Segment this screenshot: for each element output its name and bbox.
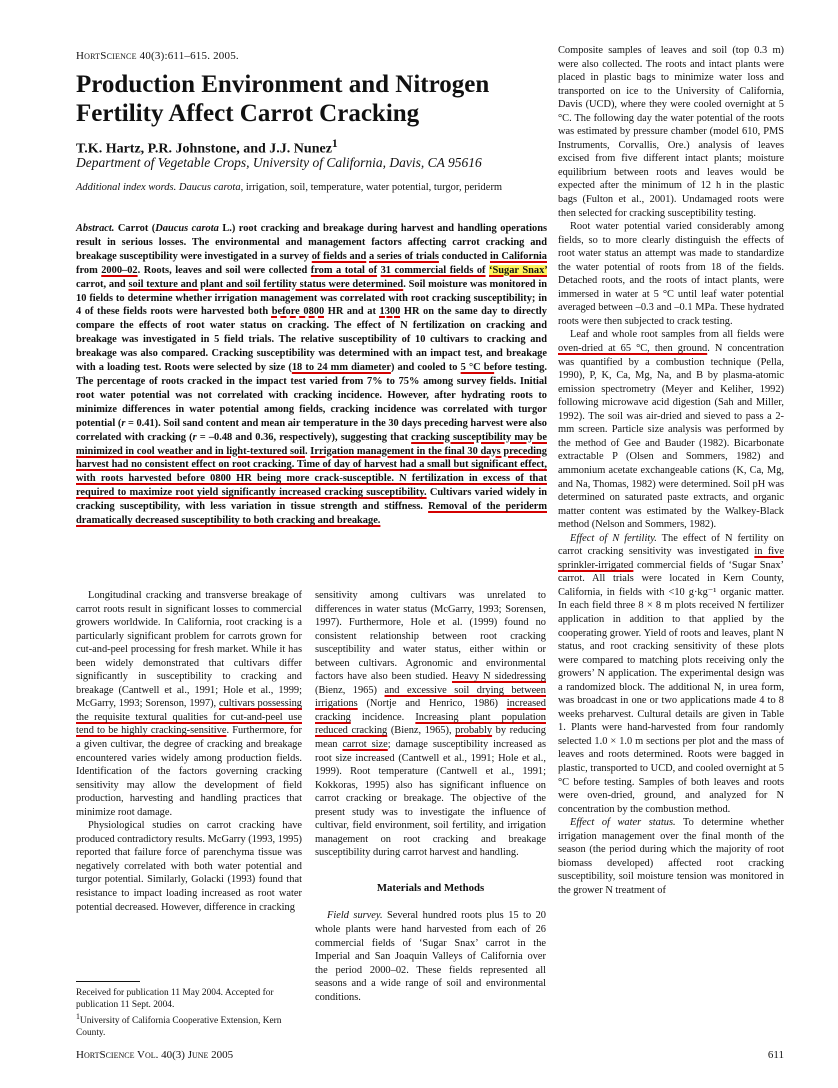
abstract-label: Abstract.	[76, 223, 115, 234]
annotation-underline: 31 commercial fields of	[380, 264, 486, 276]
body-text: Several hundred roots plus 15 to 20 whole plants were hand harvested from each of 26 commercial fields of ‘Sugar Snax’ carrot in the Imperial and San Joaquin Valleys of California over the period 2000–02. These fields represented all seasons and a wide range of soil and environmental conditions.	[315, 910, 546, 1003]
body-paragraph: Physiological studies on carrot cracking have produced contradictory results. McGarry (1993, 1995) reported that failure force of parenchyma tissue was negatively correlated with both water potential and turgor potential. Similarly, Golacki (1993) found that resistance to impact loading increased as root water potential decreased. However, difference in cracking	[76, 820, 302, 913]
index-word-latin: Daucus carota	[178, 182, 241, 193]
journal-citation	[76, 50, 239, 62]
footer-volume: Vol. 40(3) June 2005	[134, 1049, 234, 1061]
annotation-underline: 5 °C be	[460, 362, 495, 374]
annotation-dashed-underline: 1300	[379, 306, 401, 318]
body-text: Leaf and whole root samples from all fields were	[570, 329, 784, 341]
annotation-underline: Removal of the periderm dramatically decreased susceptibility to both cracking and breakage.	[76, 501, 547, 527]
annotation-underline: 2000–02	[101, 264, 138, 276]
annotation-dashed-underline: before 0800	[271, 306, 325, 318]
footnote-text: University of California Cooperative Extension, Kern County.	[76, 1016, 282, 1039]
footnote-rule	[76, 981, 140, 982]
body-text: incidence.	[350, 711, 416, 723]
affiliation: Department of Vegetable Crops, University of California, Davis, CA 95616	[76, 155, 482, 170]
abstract-latin: Daucus carota	[155, 223, 219, 234]
body-paragraph	[315, 909, 546, 1004]
abstract-text: HR and at	[324, 306, 380, 318]
annotation-underline: in five sprinkler-irrigated	[558, 546, 784, 571]
subsection-lead: Effect of N fertility.	[570, 532, 657, 544]
index-words-rest: , irrigation, soil, temperature, water potential, turgor, periderm	[240, 182, 503, 193]
annotation-underline: a series of trials	[369, 250, 439, 262]
body-text: (Bienz, 1965),	[387, 725, 456, 737]
footnote-affiliation	[76, 1011, 302, 1039]
body-text: ; damage susceptibility increased as root size increased (Cantwell et al., 1991; Hole et al., 1999). Root temperature (Cantwell et al., 1991; Kokkoras, 1995) also has significant influence on carrot cracking or breakage. The objective of the present study was to investigate the influence of cultivar, field environment, soil fertility, and irrigation management on root cracking and breakage susceptibility during carrot harvest and handling.	[315, 739, 546, 859]
annotation-underline: Increasing plant population reduced cracking	[315, 711, 546, 737]
body-paragraph	[76, 589, 302, 819]
abstract-text: .	[305, 445, 311, 457]
body-text: . Furthermore, for a given cultivar, the degree of cracking and breakage encountered varies widely among production fields. Identification of the factors governing cracking sensitivity may allow the development of field production, harvesting and handling practices that minimize root damage.	[76, 725, 302, 818]
section-heading: Materials and Methods	[376, 881, 485, 894]
footnote-mark: 1	[76, 1012, 80, 1021]
footnotes	[76, 987, 302, 1039]
author-names: T.K. Hartz, P.R. Johnstone, and J.J. Nunez	[76, 141, 332, 157]
body-text: by reducing mean	[315, 725, 546, 751]
abstract-text: from	[76, 264, 102, 276]
body-column-2	[315, 589, 546, 1004]
body-text: (Nortje and Henrico, 1986)	[357, 698, 507, 710]
body-text: To determine whether irrigation management over the final month of the season (the period during which the majority of root biomass developed) affected root cracking susceptibility, soil moisture tension was monitored in the grower N treatment of	[558, 817, 784, 896]
body-text: sensitivity among cultivars was unrelated to differences in water status (McGarry, 1993; Sorensen, 1997). Furthermore, Hole et al. (1999) found no consistent relationship between root cracking susceptibility and water status, either within or between cultivars. Agronomic and environmental factors have also been studied.	[315, 590, 546, 683]
body-text: The effect of N fertility on carrot cracking sensitivity was investigated	[558, 532, 784, 558]
annotation-underline: increased cracking	[315, 698, 546, 723]
annotation-underline: soil texture and plant and soil fertility status were determined	[128, 278, 404, 290]
subsection-lead: Effect of water status.	[570, 817, 676, 829]
paper-title: Production Environment and Nitrogen Fertility Affect Carrot Cracking	[76, 71, 490, 127]
abstract-text: ) and cooled to	[390, 362, 461, 374]
body-column-1	[76, 589, 302, 914]
index-words-label: Additional index words.	[76, 182, 177, 193]
abstract-text: . Roots, leaves and soil were collected	[137, 264, 311, 276]
abstract-text: conducted	[438, 250, 490, 262]
abstract-text: = 0.41). Soil sand content and mean air temperature in the 30 days preceding harvest were also correlated with cracking (	[76, 417, 547, 443]
footer-journal-name: HortScience	[76, 1049, 135, 1061]
annotation-highlight: ‘Sugar Snax’	[489, 264, 547, 276]
body-paragraph	[558, 328, 784, 531]
annotation-underline: from a total of	[310, 264, 378, 276]
annotation-underline: probably	[455, 725, 493, 737]
body-paragraph: Root water potential varied considerably among fields, so to more clearly distinguish the effects of root water status an attempt was made to standardize the water potential of roots from 18 of the fields. Detached roots, and the roots of intact plants, were immersed in water at 5 °C until leaf water potential averaged between –0.3 and –0.1 MPa. These hydrated roots were then subjected to crack testing.	[558, 221, 784, 327]
abstract-stat-symbol: r	[192, 431, 197, 443]
abstract-text: . Soil moisture was monitored in 10 fields to determine whether irrigation management was correlated with root cracking susceptibility; in 4 of these fields roots were harvested both	[76, 278, 547, 318]
abstract-text: L.) root cracking and breakage during harvest and handling operations result in serious losses. The environmental and management factors affecting carrot cracking and breakage susceptibility were investigated in a survey	[76, 223, 548, 262]
subsection-lead: Field survey.	[327, 910, 383, 922]
journal-issue: 40(3):611–615. 2005.	[136, 50, 239, 62]
footnote-received: Received for publication 11 May 2004. Accepted for publication 11 Sept. 2004.	[76, 988, 274, 1010]
running-footer	[76, 1049, 233, 1061]
body-text: Longitudinal cracking and transverse breakage of carrot roots result in significant losses to commercial growers worldwide. In California, root cracking is a particularly significant problem for carrots grown for cut-and-peel processing for fresh market. While it has been widely demonstrated that cultivars differ significantly in susceptibility to cracking and breakage (Cantwell et al., 1991; Hole et al., 1999; McGarry, 1993; Sorenson, 1997),	[76, 590, 302, 710]
annotation-underline: of fields and	[311, 250, 367, 262]
annotation-underline: 18 to 24 mm diameter	[291, 362, 391, 374]
annotation-underline: Irrigation management in the final 30 days preceding harvest had no consistent effect on root cracking. Time of day of harvest had a small but significant effect, with roots harvested before 0800 HR being more crack-susceptible. N fertilization in excess of that required to maximize root yield significantly increased cracking susceptibility.	[76, 445, 548, 499]
body-text: commercial fields of ‘Sugar Snax’ carrot. All trials were located in Kern County, California, in fields with <10 g·kg⁻¹ organic matter. In each field three 8 × 8 m plots received N fertilizer application in addition to that applied by the cooperating grower. Yield of roots and leaves, plant N status, and root cracking sensitivity of these plots were compared to matching plots receiving only the growers’ N application. The experimental design was a randomized block. The additional N, in urea form, was broadcast in one or two applications made 4 to 8 weeks preharvest. Cultural details are given in Table 1. Plants were hand-harvested from four randomly selected 1.0 × 1.0 m sections per plot and the mass of leaves and roots determined. Roots were bagged in plastic, transported to UCD, and cooled overnight at 5 °C before testing. Samples of both leaves and roots were oven-dried, ground, and analyzed for N concentration by the combustion method.	[558, 559, 784, 815]
journal-name: HortScience	[76, 50, 137, 62]
body-paragraph	[558, 532, 784, 816]
abstract-stat-symbol: r	[121, 417, 126, 429]
annotation-underline: and excessive soil drying between irrigations	[315, 684, 546, 710]
annotation-underline: cracking susceptibility may be minimized in cool weather and in light-textured soil	[76, 431, 547, 457]
abstract-text: HR on the same day to directly compare the effects of root water status on cracking. The effect of N fertilization on cracking and breakage was investigated in 5 field trials. The relative susceptibility of 10 cultivars to cracking and breakage was also compared. Cracking susceptibility was determined with an impact test, and breakage with a loading test. Roots were selected by size (	[76, 306, 548, 374]
annotation-underline: carrot size	[342, 739, 388, 751]
annotation-underline: Heavy N sidedressing	[451, 671, 547, 683]
body-text: . N concentration was quantified by a combustion technique (Pella, 1990), P, K, Ca, Mg, Na, and B by plasma-atomic emission spectrometry (Meyer and Keliher, 1992) following microwave acid digestion (Sah and Miller, 1992). The soil was air-dried and sieved to pass a 2-mm screen. Particle size analysis was performed by the method of Gee and Bauder (1982). Bicarbonate extractable P (Olsen and Sommers, 1982) and ammonium acetate exchangeable cations (K, Ca, Mg, and Na, Thomas, 1982) were determined. Soil pH was determined on saturated paste extracts, and organic matter content was estimated by the Walkey-Black method (Nelson and Sommers, 1982).	[558, 343, 784, 531]
annotation-underline: cultivars possessing the requisite textural qualities for cut-and-peel use tend to be highly cracking-sensitive	[76, 698, 302, 737]
body-column-3	[558, 44, 784, 897]
abstract-text: = –0.48 and 0.36, respectively), suggesting that	[196, 431, 412, 443]
index-words	[76, 181, 546, 195]
abstract-text: Cultivars varied widely in cracking susceptibility, with less variation in tissue strength and stiffness.	[76, 487, 548, 513]
abstract	[76, 222, 547, 528]
abstract-text: carrot, and	[76, 278, 129, 290]
abstract-text: fore testing. The percentage of roots cracked in the impact test varied from 7% to 75% among survey fields. Initial root water potential was not correlated with cracking incidence. However, after hydrating roots to minimize differences in water potential among fields, cracking incidence was correlated with turgor potential (	[76, 362, 547, 429]
body-paragraph: Composite samples of leaves and soil (top 0.3 m) were also collected. The roots and intact plants were placed in plastic bags to minimize water loss and transported on ice to the University of California, Davis (UCD), where they were cooled overnight at 5 °C. The following day the water potential of the roots was estimated by pressure chamber (model 610, PMS Instruments, Corvallis, Ore.) analysis of leaves excised from five different intact plants; moisture equilibrium between roots and leaves would be expected after the minimum of 12 h in the plastic bags (Fulton et al., 2001). Undamaged roots were then selected for cracking susceptibility testing.	[558, 45, 784, 219]
abstract-text: Carrot (	[114, 223, 156, 234]
body-paragraph	[315, 589, 546, 860]
body-text: (Bienz, 1965)	[315, 684, 385, 696]
annotation-underline: in California	[489, 250, 547, 262]
author-footnote-mark: 1	[331, 137, 338, 150]
page-number: 611	[767, 1049, 784, 1061]
body-paragraph	[558, 816, 784, 897]
annotation-underline: oven-dried at 65 °C, then ground	[558, 343, 708, 355]
